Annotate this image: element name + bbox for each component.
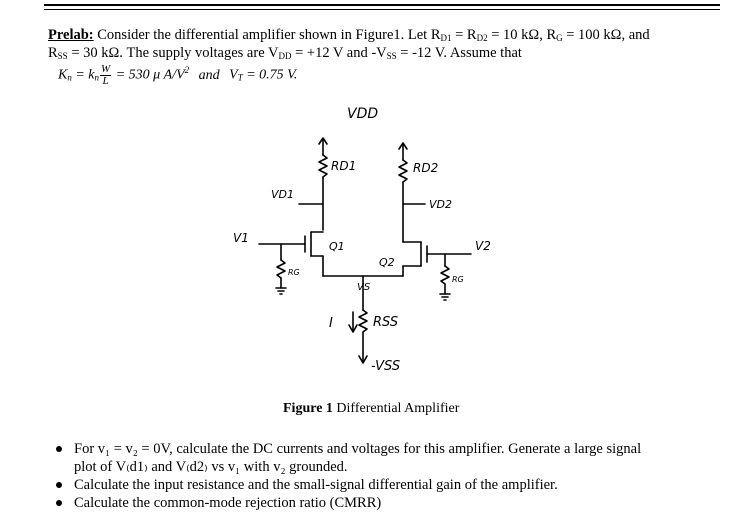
vd2-label: VD2 (429, 198, 452, 211)
prelab-text: = 30 kΩ. The supply voltages are V (67, 45, 279, 61)
vdd-label: VDD (347, 106, 379, 122)
q1-label: Q1 (329, 240, 345, 253)
bullet-icon (56, 500, 62, 506)
rg-left-label: RG (288, 268, 300, 277)
figure-caption-text: Differential Amplifier (332, 401, 460, 416)
rd1-label: RD1 (331, 159, 357, 173)
bullet-icon (56, 482, 62, 488)
vss-label: -VSS (371, 359, 401, 374)
prelab-text: = R (451, 27, 477, 43)
prelab-text: Consider the differential amplifier shown in Figure1. Let R (93, 27, 441, 43)
prelab-line-2 (48, 44, 522, 62)
task-item-dc-continued (56, 458, 641, 476)
top-rule-thin (44, 9, 720, 10)
bullet-icon (56, 446, 62, 452)
rd1-resistor (319, 155, 327, 177)
fraction-denominator: L (102, 75, 109, 87)
eq-subscript: n (67, 72, 72, 83)
differential-amplifier-schematic (225, 100, 525, 390)
q2-label: Q2 (379, 256, 395, 269)
top-rule (44, 4, 720, 6)
prelab-text: R (48, 45, 58, 61)
eq-value: = 0.75 V. (242, 67, 298, 83)
rss-resistor (359, 310, 367, 332)
eq-subscript: n (94, 72, 100, 83)
task-item-gain (56, 476, 641, 494)
eq-symbol: K (58, 67, 68, 83)
v1-label: V1 (233, 231, 249, 245)
rg-right-resistor (441, 266, 449, 284)
prelab-line-1 (48, 26, 650, 44)
task-text: For v₁ = v₂ = 0V, calculate the DC currents and voltages for this amplifier. Generate a large signal (74, 441, 642, 457)
rg-left-resistor (277, 260, 285, 278)
task-text: plot of V₍d1₎ and V₍d2₎ vs v₁ with v₂ grounded. (74, 459, 348, 475)
vs-label: VS (357, 282, 371, 293)
eq-symbol: = k (71, 67, 95, 83)
task-item-dc (56, 440, 641, 458)
vd1-label: VD1 (271, 188, 294, 201)
eq-subscript: T (237, 72, 243, 83)
figure-caption (283, 401, 459, 417)
task-text: Calculate the input resistance and the small-signal differential gain of the amplifier. (74, 477, 558, 493)
figure-caption-number: Figure 1 (283, 401, 333, 416)
eq-symbol: V (229, 67, 238, 83)
rd1-subscript: D1 (440, 33, 452, 43)
prelab-text: = -12 V. Assume that (396, 45, 522, 61)
task-list (56, 440, 641, 512)
vss-subscript: SS (386, 51, 397, 61)
current-label: I (329, 316, 333, 331)
rss-label: RSS (373, 315, 399, 330)
w-over-l-fraction (100, 64, 111, 87)
rss-subscript: SS (57, 51, 68, 61)
prelab-text: = +12 V and -V (291, 45, 387, 61)
rg-right-label: RG (452, 275, 464, 284)
task-item-cmrr (56, 494, 641, 512)
rd2-label: RD2 (413, 161, 439, 175)
eq-superscript: 2 (184, 65, 190, 76)
eq-value: = 530 μ A/V (112, 67, 185, 83)
prelab-text: = 100 kΩ, and (562, 27, 650, 43)
v2-label: V2 (475, 239, 491, 253)
rd2-resistor (399, 160, 407, 182)
task-text: Calculate the common-mode rejection ratio (CMRR) (74, 495, 382, 511)
eq-and: and (195, 67, 224, 83)
rd2-subscript: D2 (476, 33, 488, 43)
fraction-numerator: W (101, 63, 111, 75)
kn-equation (58, 64, 297, 87)
prelab-text: = 10 kΩ, R (487, 27, 557, 43)
vdd-subscript: DD (278, 51, 292, 61)
prelab-heading: Prelab: (48, 27, 94, 43)
rg-subscript: G (556, 33, 563, 43)
